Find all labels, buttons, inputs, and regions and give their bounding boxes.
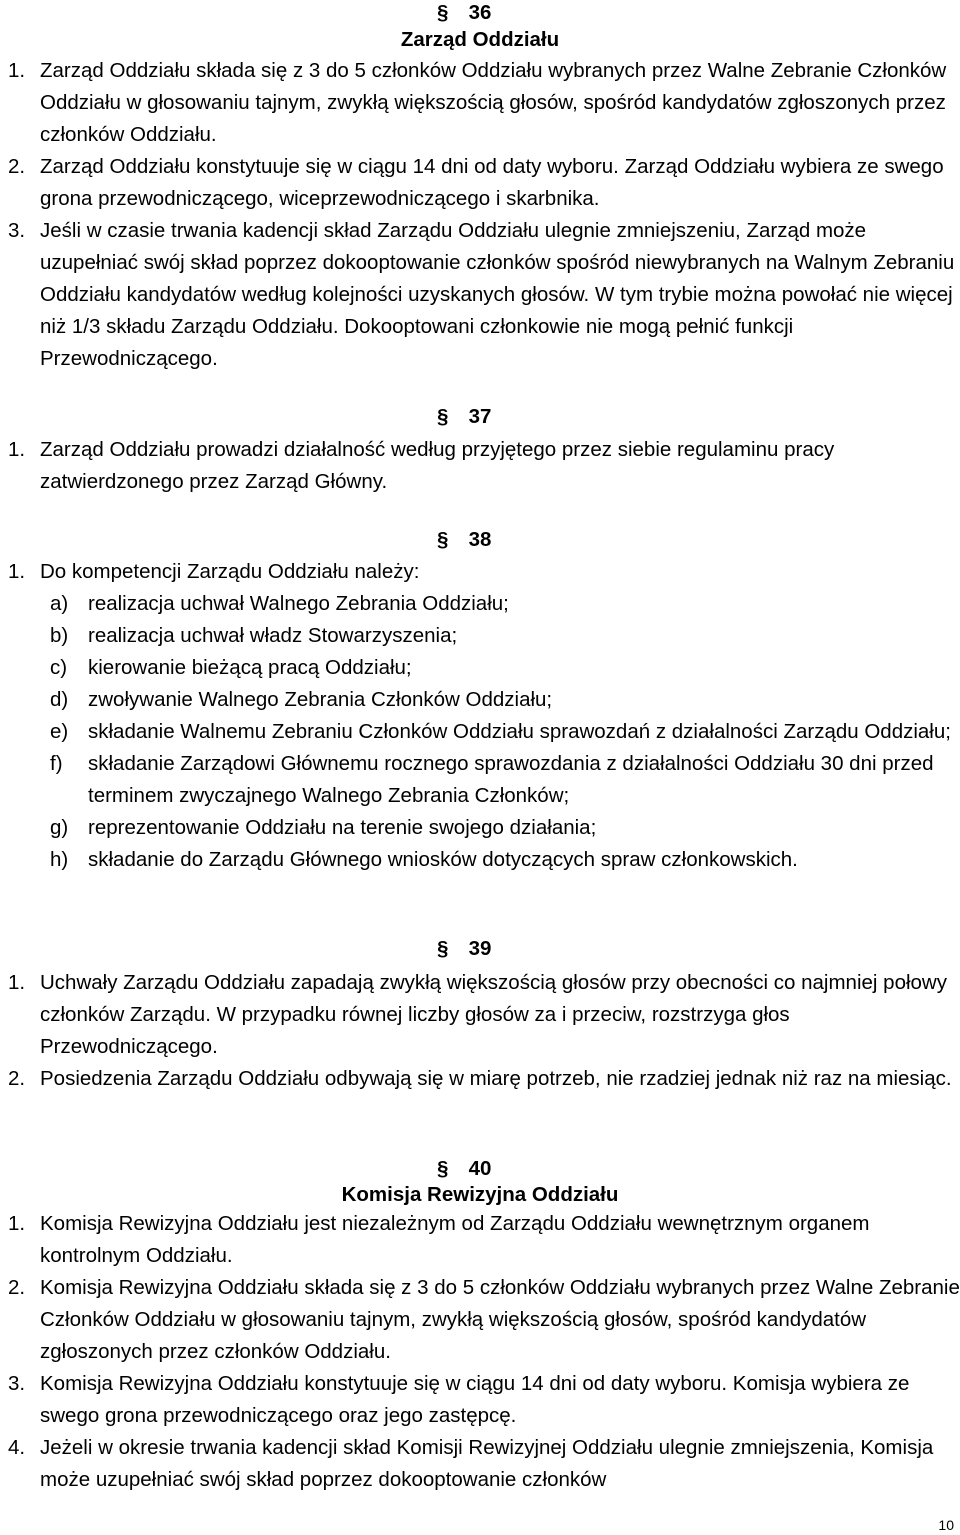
item-number: 2. xyxy=(8,155,26,178)
item-text: Zarząd Oddziału prowadzi działalność według przyjętego przez siebie regulaminu pracy zatwierdzonego przez Zarząd Główny. xyxy=(40,438,835,493)
item-text: Do kompetencji Zarządu Oddziału należy: xyxy=(40,560,420,583)
list-item xyxy=(0,1208,960,1272)
section-title: Zarząd Oddziału xyxy=(400,28,560,51)
item-number: 1. xyxy=(8,971,26,994)
sub-item-letter: f) xyxy=(50,752,63,775)
item-text: Zarząd Oddziału konstytuuje się w ciągu 14 dni od daty wyboru. Zarząd Oddziału wybiera ze swego grona przewodniczącego, wiceprzewodniczącego i skarbnika. xyxy=(40,155,944,210)
sub-item xyxy=(0,844,960,876)
item-number: 1. xyxy=(8,1212,26,1235)
sub-item-letter: h) xyxy=(50,848,69,871)
page-number: 10 xyxy=(938,1517,954,1533)
list-item xyxy=(0,1063,960,1095)
list-item xyxy=(0,434,960,498)
section-heading xyxy=(0,936,960,967)
list-item xyxy=(0,151,960,215)
item-number: 3. xyxy=(8,219,26,242)
list-item xyxy=(0,215,960,375)
sub-item xyxy=(0,812,960,844)
item-text: Jeżeli w okresie trwania kadencji skład Komisji Rewizyjnej Oddziału ulegnie zmniejszenia, Komisja może uzupełniać swój skład poprzez dokooptowanie członków xyxy=(40,1436,934,1491)
sub-item xyxy=(0,748,960,812)
item-number: 3. xyxy=(8,1372,26,1395)
item-text: Komisja Rewizyjna Oddziału konstytuuje się w ciągu 14 dni od daty wyboru. Komisja wybiera ze swego grona przewodniczącego oraz jego zastępcę. xyxy=(40,1372,910,1427)
item-text: Zarząd Oddziału składa się z 3 do 5 członków Oddziału wybranych przez Walne Zebranie Członków Oddziału w głosowaniu tajnym, zwykłą większością głosów, spośród kandydatów zgłoszonych przez członków Oddziału. xyxy=(40,59,947,146)
section-39 xyxy=(0,936,960,1095)
section-number: 39 xyxy=(468,937,492,960)
sub-item-text: składanie Zarządowi Głównemu rocznego sprawozdania z działalności Oddziału 30 dni przed terminem zwyczajnego Walnego Zebrania Członków; xyxy=(88,752,934,807)
sub-item-letter: d) xyxy=(50,688,69,711)
sub-item-letter: c) xyxy=(50,656,68,679)
list-item xyxy=(0,1272,960,1368)
list-item xyxy=(0,55,960,151)
list-item xyxy=(0,967,960,1063)
paragraph-sign-icon: § xyxy=(437,405,449,428)
sub-item xyxy=(0,620,960,652)
section-number: 38 xyxy=(468,528,492,551)
sub-item-letter: b) xyxy=(50,624,69,647)
item-number: 2. xyxy=(8,1067,26,1090)
sub-item-letter: e) xyxy=(50,720,69,743)
item-number: 1. xyxy=(8,59,26,82)
sub-item-text: składanie do Zarządu Głównego wniosków dotyczących spraw członkowskich. xyxy=(88,848,798,871)
section-36 xyxy=(0,0,960,375)
sub-item xyxy=(0,716,960,748)
section-title: Komisja Rewizyjna Oddziału xyxy=(341,1183,619,1206)
item-text: Komisja Rewizyjna Oddziału jest niezależnym od Zarządu Oddziału wewnętrznym organem kontrolnym Oddziału. xyxy=(40,1212,870,1267)
paragraph-sign-icon: § xyxy=(437,528,449,551)
sub-item-text: reprezentowanie Oddziału na terenie swojego działania; xyxy=(88,816,597,839)
paragraph-sign-icon: § xyxy=(437,1,449,24)
sub-item-text: składanie Walnemu Zebraniu Członków Oddziału sprawozdań z działalności Zarządu Oddziału; xyxy=(88,720,951,743)
list-item xyxy=(0,556,960,588)
item-number: 1. xyxy=(8,438,26,461)
item-text: Komisja Rewizyjna Oddziału składa się z 3 do 5 członków Oddziału wybranych przez Walne Zebranie Członków Oddziału w głosowaniu tajnym, zwykłą większością głosów, spośród kandydatów zgłoszonych przez członków Oddziału. xyxy=(40,1276,960,1363)
section-heading xyxy=(0,404,960,434)
sub-item-text: realizacja uchwał władz Stowarzyszenia; xyxy=(88,624,458,647)
list-item xyxy=(0,1368,960,1432)
item-text: Uchwały Zarządu Oddziału zapadają zwykłą większością głosów przy obecności co najmniej połowy członków Zarządu. W przypadku równej liczby głosów za i przeciw, rozstrzyga głos Przewodniczącego. xyxy=(40,971,947,1058)
section-37 xyxy=(0,404,960,498)
sub-item-text: kierowanie bieżącą pracą Oddziału; xyxy=(88,656,412,679)
section-heading xyxy=(0,1156,960,1182)
sub-item xyxy=(0,684,960,716)
sub-item xyxy=(0,588,960,620)
item-text: Posiedzenia Zarządu Oddziału odbywają się w miarę potrzeb, nie rzadziej jednak niż raz na miesiąc. xyxy=(40,1067,952,1090)
item-number: 2. xyxy=(8,1276,26,1299)
sub-item-text: realizacja uchwał Walnego Zebrania Oddziału; xyxy=(88,592,509,615)
sub-item-letter: a) xyxy=(50,592,69,615)
sub-item xyxy=(0,652,960,684)
section-40 xyxy=(0,1156,960,1496)
list-item xyxy=(0,1432,960,1496)
sub-item-letter: g) xyxy=(50,816,69,839)
item-number: 4. xyxy=(8,1436,26,1459)
section-38 xyxy=(0,527,960,876)
section-number: 37 xyxy=(468,405,492,428)
section-heading xyxy=(0,0,960,27)
paragraph-sign-icon: § xyxy=(437,1157,449,1180)
item-number: 1. xyxy=(8,560,26,583)
section-number: 36 xyxy=(468,1,492,24)
section-heading xyxy=(0,527,960,556)
paragraph-sign-icon: § xyxy=(437,937,449,960)
item-text: Jeśli w czasie trwania kadencji skład Zarządu Oddziału ulegnie zmniejszeniu, Zarząd może uzupełniać swój skład poprzez dokooptowanie członków spośród niewybranych na Walnym Zebraniu Oddziału kandydatów według kolejności uzyskanych głosów. W tym trybie można powołać nie więcej niż 1/3 składu Zarządu Oddziału. Dokooptowani członkowie nie mogą pełnić funkcji Przewodniczącego. xyxy=(40,219,955,370)
sub-item-text: zwoływanie Walnego Zebrania Członków Oddziału; xyxy=(88,688,553,711)
section-number: 40 xyxy=(468,1157,492,1180)
